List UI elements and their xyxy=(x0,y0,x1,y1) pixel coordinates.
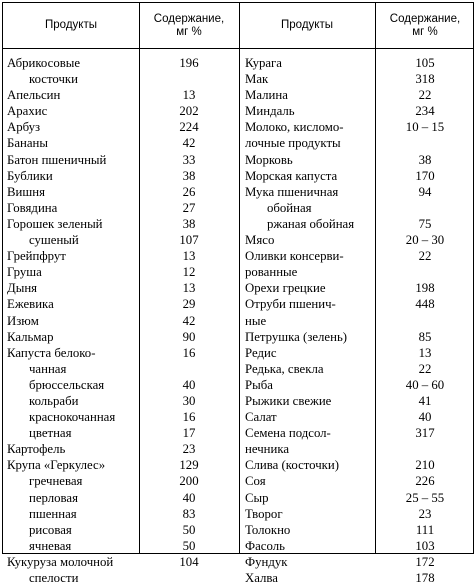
product-name: Ежевика xyxy=(7,297,54,312)
product-name: Малина xyxy=(245,88,288,103)
content-value: 42 xyxy=(182,136,196,151)
table-row xyxy=(7,377,237,393)
table-row xyxy=(245,184,473,200)
product-name: ячневая xyxy=(29,538,72,553)
product-name: Морковь xyxy=(245,152,293,167)
content-value: 104 xyxy=(179,554,199,569)
table-row xyxy=(7,200,237,216)
table-row xyxy=(245,71,473,87)
table-row xyxy=(245,280,473,296)
product-name: Курага xyxy=(245,56,282,70)
product-name: Редька, свекла xyxy=(245,361,324,376)
content-value: 13 xyxy=(182,281,196,296)
product-name: Мак xyxy=(245,72,269,87)
content-value: 26 xyxy=(182,184,196,199)
product-name: Горошек зеленый xyxy=(7,216,103,231)
product-name: Молоко, кисломо- xyxy=(245,120,344,135)
table-row xyxy=(7,264,237,280)
header-content-right xyxy=(375,3,475,48)
content-value: 12 xyxy=(182,265,196,280)
product-name: Морская капуста xyxy=(245,168,338,183)
table-row xyxy=(245,457,473,473)
header-products-left xyxy=(3,3,139,48)
table-row xyxy=(7,522,237,538)
product-name: Арахис xyxy=(7,104,48,119)
content-value: 40 xyxy=(182,377,196,392)
table-row xyxy=(7,538,237,554)
product-name: брюссельская xyxy=(29,377,105,392)
table-row xyxy=(245,441,473,457)
table-row xyxy=(7,103,237,119)
product-name: рованные xyxy=(245,265,298,280)
content-value: 40 – 60 xyxy=(405,377,445,392)
product-name: Творог xyxy=(245,506,283,521)
content-value: 50 xyxy=(182,538,196,553)
product-name: Груша xyxy=(7,265,42,280)
content-value: 83 xyxy=(182,506,196,521)
content-value: 224 xyxy=(179,120,199,135)
table-row xyxy=(245,55,473,71)
product-name: Батон пшеничный xyxy=(7,152,107,167)
content-value: 103 xyxy=(415,538,435,553)
product-name: Рыжики свежие xyxy=(245,393,332,408)
product-name: спелости xyxy=(29,571,79,585)
header-label: Содержание, xyxy=(153,12,225,25)
content-value: 40 xyxy=(182,490,196,505)
content-value: 198 xyxy=(415,281,435,296)
product-name: Отруби пшенич- xyxy=(245,297,336,312)
table-row xyxy=(7,409,237,425)
table-row xyxy=(7,71,237,87)
product-name: ные xyxy=(245,313,267,328)
product-name: Оливки консерви- xyxy=(245,249,344,264)
content-value: 234 xyxy=(415,104,435,119)
content-value: 33 xyxy=(182,152,196,167)
table-row xyxy=(7,296,237,312)
table-row xyxy=(7,184,237,200)
content-value: 22 xyxy=(418,361,432,376)
content-value: 105 xyxy=(415,56,435,70)
table-row xyxy=(7,425,237,441)
table-row xyxy=(245,329,473,345)
content-value: 17 xyxy=(182,426,196,441)
table-row xyxy=(7,570,237,586)
header-unit: мг % xyxy=(412,25,438,38)
product-name: Вишня xyxy=(7,184,45,199)
content-value: 178 xyxy=(415,571,435,585)
product-name: кольраби xyxy=(29,393,79,408)
product-name: Кукуруза молочной xyxy=(7,554,114,569)
table-row xyxy=(245,409,473,425)
header-label: Продукты xyxy=(281,19,333,31)
product-name: Мука пшеничная xyxy=(245,184,339,199)
content-value: 38 xyxy=(182,168,196,183)
table-row xyxy=(7,216,237,232)
table-row xyxy=(7,232,237,248)
table-row xyxy=(7,119,237,135)
product-name: чанная xyxy=(29,361,67,376)
product-name: Говядина xyxy=(7,200,58,215)
table-row xyxy=(245,425,473,441)
table-row xyxy=(245,538,473,554)
header-label: Продукты xyxy=(45,19,97,31)
table-row xyxy=(245,522,473,538)
content-value: 29 xyxy=(182,297,196,312)
content-value: 16 xyxy=(182,345,196,360)
header-label: Содержание, xyxy=(389,12,461,25)
table-row xyxy=(245,103,473,119)
header-divider xyxy=(3,48,473,49)
table-row xyxy=(245,554,473,570)
table-row xyxy=(245,87,473,103)
product-name: Абрикосовые xyxy=(7,56,81,70)
content-value: 25 – 55 xyxy=(405,490,445,505)
content-value: 111 xyxy=(415,522,435,537)
table-row xyxy=(245,506,473,522)
table-row xyxy=(7,441,237,457)
table-row xyxy=(245,393,473,409)
product-name: Сыр xyxy=(245,490,269,505)
product-name: Грейпфрут xyxy=(7,249,66,264)
product-name: Дыня xyxy=(7,281,38,296)
content-value: 172 xyxy=(415,554,435,569)
content-value: 90 xyxy=(182,329,196,344)
table-row xyxy=(245,361,473,377)
table-row xyxy=(7,506,237,522)
product-name: рисовая xyxy=(29,522,72,537)
table-row xyxy=(245,168,473,184)
content-value: 20 – 30 xyxy=(405,233,445,248)
content-value: 85 xyxy=(418,329,432,344)
content-value: 38 xyxy=(182,216,196,231)
content-value: 75 xyxy=(418,216,432,231)
product-name: цветная xyxy=(29,426,72,441)
table-row xyxy=(7,329,237,345)
product-name: краснокочанная xyxy=(29,410,116,425)
table-row xyxy=(245,232,473,248)
table-row xyxy=(245,200,473,216)
product-name: Салат xyxy=(245,410,277,425)
product-name: сушеный xyxy=(29,233,79,248)
table-row xyxy=(7,473,237,489)
content-value: 318 xyxy=(415,72,435,87)
table-row xyxy=(245,377,473,393)
product-name: пшенная xyxy=(29,506,77,521)
product-name: Апельсин xyxy=(7,88,61,103)
product-name: Крупа «Геркулес» xyxy=(7,458,106,473)
content-value: 317 xyxy=(415,426,435,441)
product-name: ржаная обойная xyxy=(267,216,355,231)
product-name: Фасоль xyxy=(245,538,285,553)
content-value: 170 xyxy=(415,168,435,183)
content-value: 200 xyxy=(179,474,199,489)
table-row xyxy=(245,313,473,329)
product-name: Редис xyxy=(245,345,277,360)
table-row xyxy=(7,490,237,506)
table-row xyxy=(245,248,473,264)
product-name: лочные продукты xyxy=(245,136,341,151)
product-name: косточки xyxy=(29,72,78,87)
table-row xyxy=(7,135,237,151)
content-value: 41 xyxy=(418,393,432,408)
content-value: 27 xyxy=(182,200,196,215)
table-row xyxy=(245,152,473,168)
table-row xyxy=(245,570,473,586)
content-value: 22 xyxy=(418,249,432,264)
product-name: Миндаль xyxy=(245,104,295,119)
product-name: нечника xyxy=(245,442,290,457)
product-name: Слива (косточки) xyxy=(245,458,340,473)
table-row xyxy=(7,345,237,361)
content-value: 94 xyxy=(418,184,432,199)
product-name: Картофель xyxy=(7,442,66,457)
table-row xyxy=(245,345,473,361)
product-name: Кальмар xyxy=(7,329,54,344)
nutrient-table xyxy=(2,2,474,585)
content-value: 202 xyxy=(179,104,199,119)
content-value: 107 xyxy=(179,233,199,248)
table-row xyxy=(245,490,473,506)
column-divider xyxy=(239,3,240,553)
table-row xyxy=(245,473,473,489)
header-content-left xyxy=(139,3,239,48)
content-value: 42 xyxy=(182,313,196,328)
content-value: 13 xyxy=(182,249,196,264)
content-value: 196 xyxy=(179,56,199,70)
content-value: 210 xyxy=(415,458,435,473)
content-value: 13 xyxy=(182,88,196,103)
product-name: Изюм xyxy=(7,313,39,328)
header-products-right xyxy=(239,3,375,48)
product-name: Халва xyxy=(245,571,278,585)
product-name: Орехи грецкие xyxy=(245,281,326,296)
product-name: Бананы xyxy=(7,136,49,151)
content-value: 13 xyxy=(418,345,432,360)
table-row xyxy=(7,313,237,329)
table-row xyxy=(7,168,237,184)
content-value: 22 xyxy=(418,88,432,103)
header-unit: мг % xyxy=(176,25,202,38)
table-row xyxy=(245,119,473,135)
content-value: 226 xyxy=(415,474,435,489)
table-row xyxy=(7,152,237,168)
product-name: Арбуз xyxy=(7,120,41,135)
table-row xyxy=(245,135,473,151)
product-name: Фундук xyxy=(245,554,288,569)
content-value: 448 xyxy=(415,297,435,312)
content-value: 129 xyxy=(179,458,199,473)
table-row xyxy=(7,554,237,570)
table-row xyxy=(7,248,237,264)
product-name: Соя xyxy=(245,474,266,489)
product-name: обойная xyxy=(267,200,312,215)
product-name: Бублики xyxy=(7,168,53,183)
table-row xyxy=(7,361,237,377)
content-value: 30 xyxy=(182,393,196,408)
content-value: 40 xyxy=(418,410,432,425)
content-value: 16 xyxy=(182,410,196,425)
table-row xyxy=(7,280,237,296)
product-name: Рыба xyxy=(245,377,273,392)
content-value: 23 xyxy=(182,442,196,457)
product-name: гречневая xyxy=(29,474,83,489)
table-row xyxy=(7,393,237,409)
product-name: Капуста белоко- xyxy=(7,345,96,360)
table-row xyxy=(7,55,237,71)
table-row xyxy=(7,87,237,103)
right-column xyxy=(245,55,473,586)
table-row xyxy=(245,264,473,280)
product-name: Мясо xyxy=(245,233,275,248)
table-row xyxy=(245,296,473,312)
content-value: 10 – 15 xyxy=(405,120,445,135)
content-value: 23 xyxy=(418,506,432,521)
left-column xyxy=(7,55,237,586)
content-value: 50 xyxy=(182,522,196,537)
table-row xyxy=(7,457,237,473)
product-name: Семена подсол- xyxy=(245,426,331,441)
content-value: 38 xyxy=(418,152,432,167)
product-name: Петрушка (зелень) xyxy=(245,329,348,344)
product-name: Толокно xyxy=(245,522,291,537)
product-name: перловая xyxy=(29,490,78,505)
table-row xyxy=(245,216,473,232)
